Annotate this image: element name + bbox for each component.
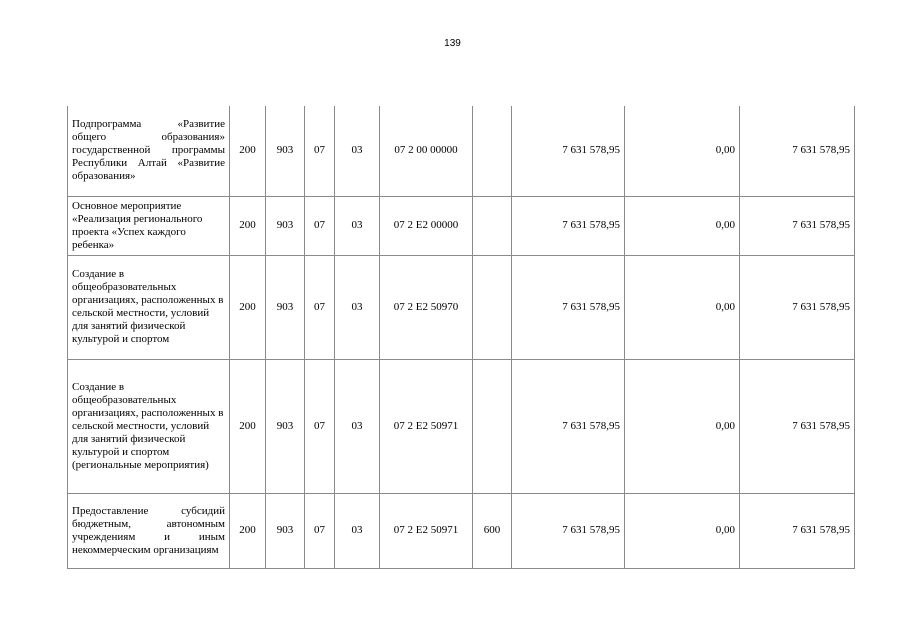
amount-cell: 7 631 578,95: [512, 359, 625, 493]
table-row: [68, 493, 855, 568]
subsection-cell: 03: [335, 255, 380, 359]
amount-total-cell: 7 631 578,95: [740, 359, 855, 493]
amount-total-cell: 7 631 578,95: [740, 106, 855, 196]
code-cell: 200: [230, 493, 266, 568]
subsection-cell: 03: [335, 106, 380, 196]
expense-type-cell: [473, 196, 512, 255]
amount-cell: 7 631 578,95: [512, 106, 625, 196]
expense-type-cell: [473, 359, 512, 493]
amount-total-cell: 7 631 578,95: [740, 255, 855, 359]
subsection-cell: 03: [335, 493, 380, 568]
table-row: [68, 359, 855, 493]
code-cell: 200: [230, 255, 266, 359]
amount-change-cell: 0,00: [625, 196, 740, 255]
target-article-cell: 07 2 E2 50971: [380, 493, 473, 568]
amount-change-cell: 0,00: [625, 493, 740, 568]
row-name-cell: Основное мероприятие «Реализация регионального проекта «Успех каждого ребенка»: [68, 196, 230, 255]
amount-cell: 7 631 578,95: [512, 255, 625, 359]
target-article-cell: 07 2 E2 50970: [380, 255, 473, 359]
code-cell: 200: [230, 359, 266, 493]
amount-change-cell: 0,00: [625, 359, 740, 493]
code-cell: 200: [230, 106, 266, 196]
row-name-cell: Предоставление субсидий бюджетным, автономным учреждениям и иным некоммерческим организациям: [68, 493, 230, 568]
table-row: [68, 196, 855, 255]
amount-cell: 7 631 578,95: [512, 493, 625, 568]
subsection-cell: 03: [335, 196, 380, 255]
row-name-cell: Подпрограмма «Развитие общего образования» государственной программы Республики Алтай «Развитие образования»: [68, 106, 230, 196]
target-article-cell: 07 2 E2 50971: [380, 359, 473, 493]
amount-cell: 7 631 578,95: [512, 196, 625, 255]
table-row: [68, 255, 855, 359]
section-cell: 07: [305, 255, 335, 359]
row-name-cell: Создание в общеобразовательных организациях, расположенных в сельской местности, условий для занятий физической культурой и спортом: [68, 255, 230, 359]
section-cell: 07: [305, 493, 335, 568]
code-cell: 200: [230, 196, 266, 255]
ministry-code-cell: 903: [266, 196, 305, 255]
amount-change-cell: 0,00: [625, 106, 740, 196]
row-name-cell: Создание в общеобразовательных организациях, расположенных в сельской местности, условий для занятий физической культурой и спортом (региональные мероприятия): [68, 359, 230, 493]
section-cell: 07: [305, 359, 335, 493]
table-row: [68, 106, 855, 196]
section-cell: 07: [305, 106, 335, 196]
budget-table: [67, 106, 855, 569]
subsection-cell: 03: [335, 359, 380, 493]
ministry-code-cell: 903: [266, 255, 305, 359]
section-cell: 07: [305, 196, 335, 255]
expense-type-cell: [473, 255, 512, 359]
target-article-cell: 07 2 E2 00000: [380, 196, 473, 255]
ministry-code-cell: 903: [266, 359, 305, 493]
ministry-code-cell: 903: [266, 493, 305, 568]
amount-total-cell: 7 631 578,95: [740, 493, 855, 568]
amount-total-cell: 7 631 578,95: [740, 196, 855, 255]
amount-change-cell: 0,00: [625, 255, 740, 359]
expense-type-cell: [473, 106, 512, 196]
page-number: 139: [444, 38, 461, 49]
expense-type-cell: 600: [473, 493, 512, 568]
target-article-cell: 07 2 00 00000: [380, 106, 473, 196]
ministry-code-cell: 903: [266, 106, 305, 196]
